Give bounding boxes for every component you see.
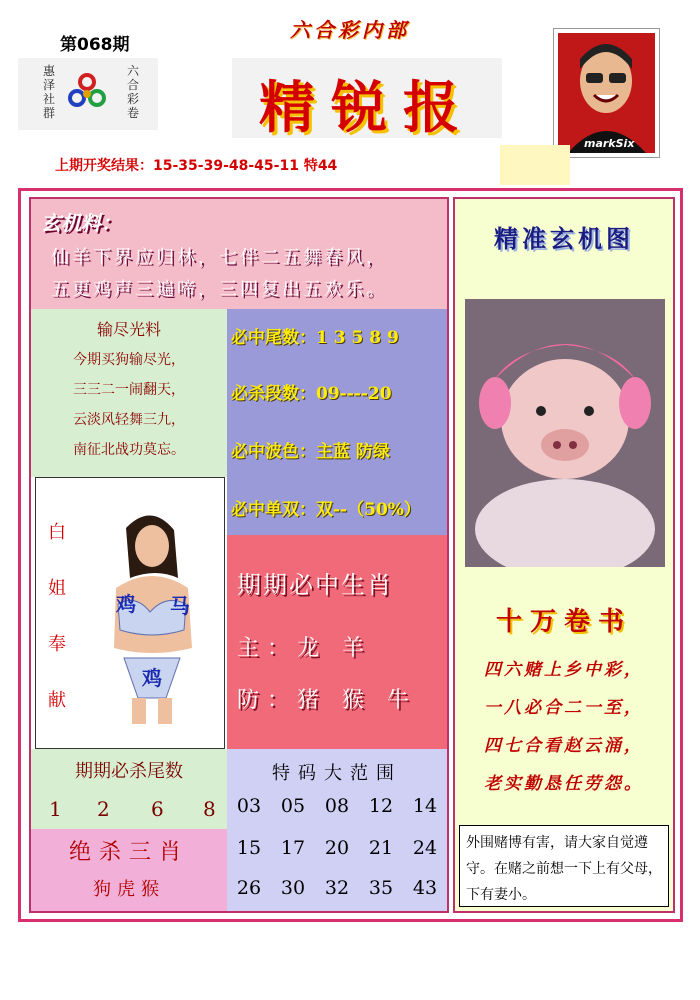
special-number: 15 [236,837,262,859]
special-number: 21 [368,837,394,859]
kill-three-animals: 狗虎猴 [93,879,165,900]
lose-all-line: 南征北战功莫忘。 [73,442,185,458]
special-range-row [227,837,447,859]
kill-tail-digit: 2 [97,797,110,821]
special-number: 08 [324,795,350,817]
kill-tail-digit: 6 [151,797,164,821]
zodiac-guard: 防：猪 猴 牛 [237,688,417,713]
pick-odd-even: 必中单双：双--（50%） [231,500,421,520]
header-strip [500,145,570,185]
special-number: 24 [412,837,438,859]
lose-all-section [31,309,227,477]
lady-char: 奉 [48,634,66,655]
special-number: 12 [368,795,394,817]
riddle-line-2: 五更鸡声三遍啼，三四复出五欢乐。 [51,279,387,300]
riddle-section [31,199,447,309]
kill-tail-digit: 8 [203,797,216,821]
picks-section [227,309,447,535]
riddle-heading: 玄机料： [41,211,121,235]
lady-zodiac-3: 鸡 [142,666,162,690]
pick-tail: 必中尾数：1 3 5 8 9 [231,328,399,348]
lady-zodiac-2: 马 [170,594,190,618]
special-number: 26 [236,877,262,899]
special-number: 20 [324,837,350,859]
pick-segment: 必杀段数：09----20 [231,384,392,404]
pig-image [465,299,665,567]
lottery-emblem-icon [66,72,108,114]
special-number: 30 [280,877,306,899]
lady-char: 白 [48,522,66,543]
lose-all-heading: 输尽光料 [96,320,161,339]
lady-char: 献 [48,690,66,711]
lose-all-line: 三三二一闹翻天， [73,382,185,398]
book-line: 四七合看赵云涌， [484,736,644,756]
lady-char: 姐 [48,578,66,599]
special-number: 14 [412,795,438,817]
special-range-row [227,795,447,817]
last-result: 上期开奖结果：15-35-39-48-45-11 特44 [55,158,338,174]
book-line: 老实勤恳任劳怨。 [484,774,644,794]
club-name-right: 六合彩卷 [126,64,139,120]
club-logo [18,58,158,130]
left-column [29,197,449,913]
mystery-picture-heading: 精准玄机图 [494,224,634,253]
lose-all-line: 云淡风轻舞三九， [73,412,185,428]
pick-wave: 必中波色：主蓝 防绿 [231,442,390,462]
special-number: 43 [412,877,438,899]
zodiac-main: 主：龙 羊 [237,636,372,661]
portrait-photo [553,28,660,158]
special-number: 17 [280,837,306,859]
special-range-row [227,877,447,899]
main-frame [18,188,683,922]
kill-tail-heading: 期期必杀尾数 [75,761,183,782]
right-column [453,197,675,913]
book-line: 一八必合二一至， [484,698,644,718]
club-name-left: 惠泽社群 [42,64,55,120]
page-title: 精锐报 [259,75,475,141]
special-number: 03 [236,795,262,817]
book-line: 四六赌上乡中彩， [484,660,644,680]
lady-section [35,477,225,749]
special-number: 05 [280,795,306,817]
issue-number: 第068期 [60,35,130,55]
portrait-brand: markSix [584,137,635,150]
kill-three-section [31,829,227,911]
pig-photo [465,299,665,567]
gambling-warning: 外围赌博有害，请大家自觉遵守。在赌之前想一下上有父母，下有妻小。 [459,825,669,907]
tagline: 六合彩内部 [290,18,410,42]
zodiac-heading: 期期必中生肖 [237,571,393,599]
special-number: 35 [368,877,394,899]
special-range-section [227,749,447,911]
lady-zodiac-1: 鸡 [116,592,136,616]
riddle-line-1: 仙羊下界应归林，七伴二五舞春风， [51,247,387,268]
masthead [232,58,502,141]
lose-all-line: 今期买狗输尽光， [73,352,185,368]
kill-tail-digit: 1 [49,797,62,821]
special-range-heading: 特码大范围 [272,763,402,784]
kill-tail-section [31,749,227,829]
kill-three-heading: 绝杀三肖 [68,840,189,865]
zodiac-section [227,535,447,749]
special-number: 32 [324,877,350,899]
book-heading: 十万卷书 [495,607,632,637]
